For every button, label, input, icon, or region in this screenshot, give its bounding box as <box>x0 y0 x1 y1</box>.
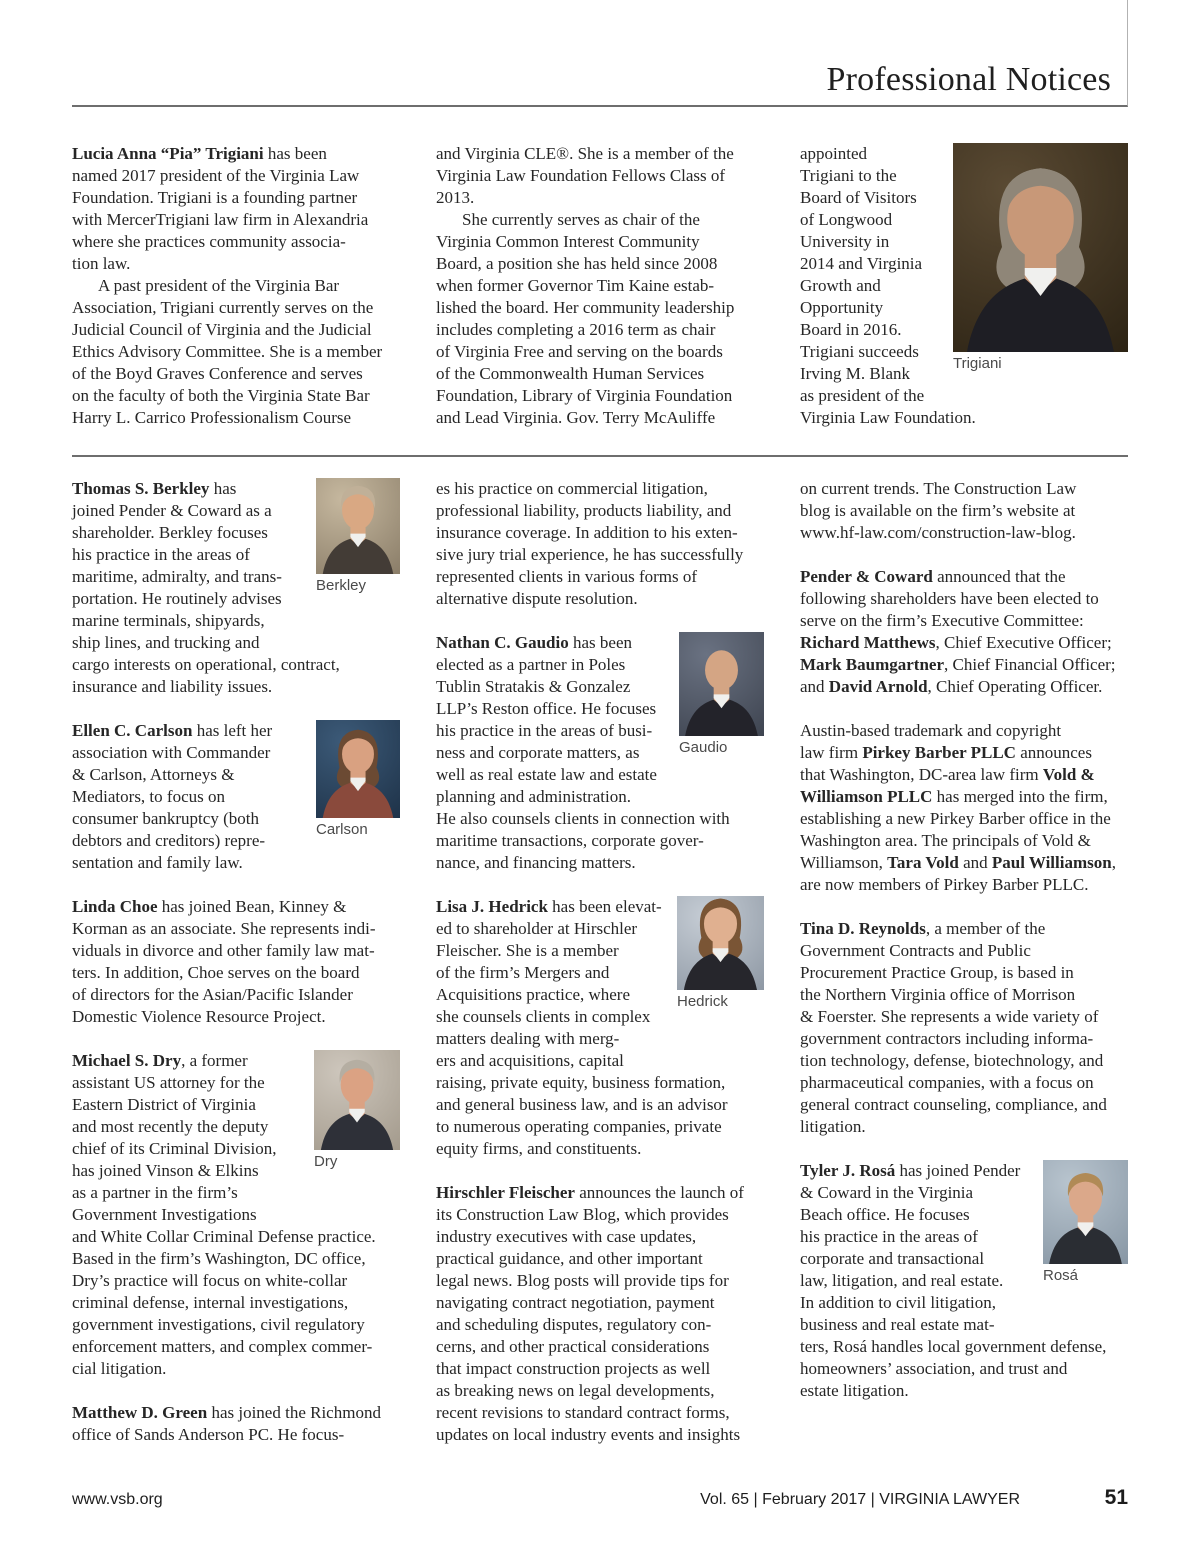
text-line: corporate and transactional <box>800 1249 985 1268</box>
text-line: recent revisions to standard contract forms, <box>436 1403 730 1422</box>
text-line: Tina D. Reynolds, a member of the <box>800 919 1046 938</box>
notice-paragraph <box>72 478 400 698</box>
text-line: litigation. <box>800 1117 866 1136</box>
text-line: portation. He routinely advises <box>72 589 282 608</box>
text-line: its Construction Law Blog, which provides <box>436 1205 729 1224</box>
notice-paragraph <box>800 478 1128 544</box>
text-line: practical guidance, and other important <box>436 1249 703 1268</box>
page-footer <box>72 1486 1128 1510</box>
text-line: represented clients in various forms of <box>436 567 698 586</box>
text-line: tion law. <box>72 254 131 273</box>
text-line: marine terminals, shipyards, <box>72 611 265 630</box>
text-line: debtors and creditors) repre- <box>72 831 266 850</box>
text-line: Lisa J. Hedrick has been elevat- <box>436 897 662 916</box>
text-line: the Northern Virginia office of Morrison <box>800 985 1076 1004</box>
text-line: has joined Vinson & Elkins <box>72 1161 259 1180</box>
text-line: of directors for the Asian/Pacific Islander <box>72 985 353 1004</box>
text-line: Linda Choe has joined Bean, Kinney & <box>72 897 347 916</box>
top-column-2 <box>436 143 764 429</box>
text-line: where she practices community associa- <box>72 232 346 251</box>
text-line: equity firms, and constituents. <box>436 1139 642 1158</box>
text-line: Procurement Practice Group, is based in <box>800 963 1074 982</box>
notice-paragraph <box>436 478 764 610</box>
footer-page-number: 51 <box>1104 1486 1128 1509</box>
text-line: ship lines, and trucking and <box>72 633 260 652</box>
text-line: Judicial Council of Virginia and the Judicial <box>72 320 372 339</box>
text-line: criminal defense, internal investigations, <box>72 1293 349 1312</box>
text-line: as a partner in the firm’s <box>72 1183 238 1202</box>
notice-paragraph <box>436 632 764 874</box>
text-line: Hirschler Fleischer announces the launch of <box>436 1183 744 1202</box>
notice-paragraph <box>72 1402 400 1446</box>
text-line: planning and administration. <box>436 787 631 806</box>
text-line: Mediators, to focus on <box>72 787 225 806</box>
text-line: serve on the firm’s Executive Committee: <box>800 611 1084 630</box>
text-line: viduals in divorce and other family law mat- <box>72 941 375 960</box>
text-line: Beach office. He focuses <box>800 1205 970 1224</box>
text-line: Domestic Violence Resource Project. <box>72 1007 326 1026</box>
text-line: tion technology, defense, biotechnology, and <box>800 1051 1104 1070</box>
dry-photo <box>314 1050 400 1150</box>
text-line: pharmaceutical companies, with a focus on <box>800 1073 1094 1092</box>
text-line: office of Sands Anderson PC. He focus- <box>72 1425 345 1444</box>
text-line: Irving M. Blank <box>800 364 911 383</box>
text-line: She currently serves as chair of the <box>462 210 700 229</box>
text-line: homeowners’ association, and trust and <box>800 1359 1068 1378</box>
text-line: that impact construction projects as well <box>436 1359 711 1378</box>
portrait-berkley <box>316 478 400 595</box>
notice-paragraph <box>72 143 400 429</box>
portrait-trigiani <box>953 143 1128 373</box>
text-line: Nathan C. Gaudio has been <box>436 633 632 652</box>
text-line: lished the board. Her community leadership <box>436 298 735 317</box>
text-line: law firm Pirkey Barber PLLC announces <box>800 743 1092 762</box>
text-line: government investigations, civil regulatory <box>72 1315 365 1334</box>
text-line: Government Investigations <box>72 1205 257 1224</box>
text-line: association with Commander <box>72 743 271 762</box>
notice-paragraph <box>800 720 1128 896</box>
text-line: as president of the <box>800 386 925 405</box>
text-line: alternative dispute resolution. <box>436 589 638 608</box>
text-line: of the Commonwealth Human Services <box>436 364 705 383</box>
main-column-2 <box>436 478 764 1446</box>
text-line: www.hf-law.com/construction-law-blog. <box>800 523 1076 542</box>
text-line: his practice in the areas of <box>800 1227 978 1246</box>
text-line: and general business law, and is an advisor <box>436 1095 728 1114</box>
text-line: Tublin Stratakis & Gonzalez <box>436 677 631 696</box>
text-line: of Longwood <box>800 210 893 229</box>
text-line: and Lead Virginia. Gov. Terry McAuliffe <box>436 408 716 427</box>
text-line: joined Pender & Coward as a <box>72 501 272 520</box>
footer-issue-info: Vol. 65 | February 2017 | VIRGINIA LAWYER <box>700 1491 1020 1508</box>
text-line: 2014 and Virginia <box>800 254 923 273</box>
text-line: establishing a new Pirkey Barber office in the <box>800 809 1111 828</box>
text-line: sentation and family law. <box>72 853 243 872</box>
text-line: In addition to civil litigation, <box>800 1293 996 1312</box>
text-line: sive jury trial experience, he has successfully <box>436 545 744 564</box>
notice-paragraph <box>800 1160 1128 1402</box>
text-line: Trigiani to the <box>800 166 897 185</box>
text-line: elected as a partner in Poles <box>436 655 626 674</box>
notice-paragraph <box>800 566 1128 698</box>
text-line: Lucia Anna “Pia” Trigiani has been <box>72 144 327 163</box>
text-line: to numerous operating companies, private <box>436 1117 722 1136</box>
text-line: when former Governor Tim Kaine estab- <box>436 276 715 295</box>
notice-paragraph <box>72 896 400 1028</box>
text-line: Tyler J. Rosá has joined Pender <box>800 1161 1021 1180</box>
text-line: LLP’s Reston office. He focuses <box>436 699 657 718</box>
text-line: Board, a position she has held since 2008 <box>436 254 718 273</box>
text-line: with MercerTrigiani law firm in Alexandria <box>72 210 369 229</box>
text-line: and scheduling disputes, regulatory con- <box>436 1315 712 1334</box>
text-line: insurance and liability issues. <box>72 677 273 696</box>
notice-paragraph <box>436 896 764 1160</box>
page-title: Professional Notices <box>826 61 1111 98</box>
notice-paragraph <box>72 720 400 874</box>
text-line: of Virginia Free and serving on the boards <box>436 342 723 361</box>
text-line: professional liability, products liability, and <box>436 501 732 520</box>
top-column-3 <box>800 143 1128 429</box>
page-header <box>72 0 1128 107</box>
text-line: & Coward in the Virginia <box>800 1183 974 1202</box>
text-line: cial litigation. <box>72 1359 167 1378</box>
text-line: Fleischer. She is a member <box>436 941 619 960</box>
text-line: and Virginia CLE®. She is a member of the <box>436 144 734 163</box>
text-line: of the Boyd Graves Conference and serves <box>72 364 363 383</box>
text-line: raising, private equity, business formation, <box>436 1073 726 1092</box>
photo-caption: Hedrick <box>677 993 728 1010</box>
text-line: Washington area. The principals of Vold & <box>800 831 1091 850</box>
text-line: Growth and <box>800 276 881 295</box>
text-line: estate litigation. <box>800 1381 909 1400</box>
trigiani-photo <box>953 143 1128 352</box>
text-line: ters. In addition, Choe serves on the board <box>72 963 360 982</box>
text-line: Foundation. Trigiani is a founding partner <box>72 188 358 207</box>
section-divider-rule <box>72 455 1128 457</box>
text-line: Based in the firm’s Washington, DC office, <box>72 1249 366 1268</box>
text-line: Mark Baumgartner, Chief Financial Officer; <box>800 655 1116 674</box>
text-line: named 2017 president of the Virginia Law <box>72 166 360 185</box>
carlson-photo <box>316 720 400 818</box>
text-line: and David Arnold, Chief Operating Officer. <box>800 677 1103 696</box>
text-line: and most recently the deputy <box>72 1117 269 1136</box>
text-line: A past president of the Virginia Bar <box>98 276 340 295</box>
text-line: legal news. Blog posts will provide tips for <box>436 1271 729 1290</box>
text-line: she counsels clients in complex <box>436 1007 651 1026</box>
top-section <box>72 143 1128 429</box>
text-line: on current trends. The Construction Law <box>800 479 1077 498</box>
text-line: nance, and financing matters. <box>436 853 636 872</box>
hedrick-photo <box>677 896 764 990</box>
notice-paragraph <box>800 143 1128 429</box>
text-line: law, litigation, and real estate. <box>800 1271 1004 1290</box>
notice-paragraph <box>800 918 1128 1138</box>
text-line: 2013. <box>436 188 475 207</box>
text-line: Dry’s practice will focus on white-collar <box>72 1271 348 1290</box>
text-line: appointed <box>800 144 868 163</box>
text-line: government contractors including informa- <box>800 1029 1094 1048</box>
text-line: & Foerster. She represents a wide variety of <box>800 1007 1099 1026</box>
gaudio-photo <box>679 632 764 736</box>
text-line: business and real estate mat- <box>800 1315 995 1334</box>
text-line: matters dealing with merg- <box>436 1029 620 1048</box>
text-line: Foundation, Library of Virginia Foundation <box>436 386 733 405</box>
text-line: Eastern District of Virginia <box>72 1095 256 1114</box>
notice-paragraph <box>436 1182 764 1446</box>
text-line: ness and corporate matters, as <box>436 743 640 762</box>
text-line: Pender & Coward announced that the <box>800 567 1066 586</box>
text-line: Austin-based trademark and copyright <box>800 721 1062 740</box>
text-line: updates on local industry events and insights <box>436 1425 741 1444</box>
text-line: Virginia Law Foundation. <box>800 408 976 427</box>
text-line: that Washington, DC-area law firm Vold & <box>800 765 1095 784</box>
text-line: ers and acquisitions, capital <box>436 1051 624 1070</box>
portrait-carlson <box>316 720 400 839</box>
portrait-hedrick <box>677 896 764 1011</box>
portrait-rosa <box>1043 1160 1128 1285</box>
main-column-1 <box>72 478 400 1446</box>
text-line: cerns, and other practical considerations <box>436 1337 710 1356</box>
text-line: as breaking news on legal developments, <box>436 1381 715 1400</box>
berkley-photo <box>316 478 400 574</box>
text-line: navigating contract negotiation, payment <box>436 1293 715 1312</box>
text-line: Korman as an associate. She represents indi- <box>72 919 376 938</box>
photo-caption: Dry <box>314 1153 338 1170</box>
top-column-1 <box>72 143 400 429</box>
main-section <box>72 478 1128 1446</box>
photo-caption: Trigiani <box>953 355 1002 372</box>
text-line: Association, Trigiani currently serves on the <box>72 298 374 317</box>
text-line: shareholder. Berkley focuses <box>72 523 268 542</box>
text-line: es his practice on commercial litigation, <box>436 479 708 498</box>
text-line: industry executives with case updates, <box>436 1227 697 1246</box>
text-line: well as real estate law and estate <box>436 765 657 784</box>
text-line: Williamson, Tara Vold and Paul Williamson, <box>800 853 1116 872</box>
text-line: Ellen C. Carlson has left her <box>72 721 273 740</box>
text-line: includes completing a 2016 term as chair <box>436 320 716 339</box>
text-line: He also counsels clients in connection with <box>436 809 730 828</box>
text-line: his practice in the areas of <box>72 545 250 564</box>
text-line: maritime transactions, corporate gover- <box>436 831 704 850</box>
text-line: insurance coverage. In addition to his exten- <box>436 523 738 542</box>
text-line: & Carlson, Attorneys & <box>72 765 235 784</box>
text-line: chief of its Criminal Division, <box>72 1139 277 1158</box>
text-line: general contract counseling, compliance, and <box>800 1095 1107 1114</box>
text-line: ed to shareholder at Hirschler <box>436 919 638 938</box>
text-line: following shareholders have been elected to <box>800 589 1099 608</box>
text-line: consumer bankruptcy (both <box>72 809 259 828</box>
text-line: his practice in the areas of busi- <box>436 721 653 740</box>
text-line: Richard Matthews, Chief Executive Officer; <box>800 633 1112 652</box>
text-line: enforcement matters, and complex commer- <box>72 1337 373 1356</box>
portrait-gaudio <box>679 632 764 757</box>
rosa-photo <box>1043 1160 1128 1264</box>
text-line: Board of Visitors <box>800 188 917 207</box>
text-line: Board in 2016. <box>800 320 902 339</box>
text-line: assistant US attorney for the <box>72 1073 265 1092</box>
text-line: Harry L. Carrico Professionalism Course <box>72 408 352 427</box>
text-line: of the firm’s Mergers and <box>436 963 610 982</box>
text-line: maritime, admiralty, and trans- <box>72 567 282 586</box>
photo-caption: Berkley <box>316 577 367 594</box>
notice-paragraph <box>436 143 764 429</box>
text-line: Trigiani succeeds <box>800 342 919 361</box>
text-line: blog is available on the firm’s website at <box>800 501 1076 520</box>
photo-caption: Gaudio <box>679 739 728 756</box>
text-line: on the faculty of both the Virginia State Bar <box>72 386 370 405</box>
photo-caption: Carlson <box>316 821 368 838</box>
text-line: Virginia Common Interest Community <box>436 232 700 251</box>
text-line: are now members of Pirkey Barber PLLC. <box>800 875 1089 894</box>
text-line: Government Contracts and Public <box>800 941 1031 960</box>
text-line: Acquisitions practice, where <box>436 985 631 1004</box>
text-line: Williamson PLLC has merged into the firm, <box>800 787 1108 806</box>
text-line: Virginia Law Foundation Fellows Class of <box>436 166 726 185</box>
portrait-dry <box>314 1050 400 1171</box>
text-line: Michael S. Dry, a former <box>72 1051 248 1070</box>
notice-paragraph <box>72 1050 400 1380</box>
text-line: Thomas S. Berkley has <box>72 479 237 498</box>
footer-website: www.vsb.org <box>72 1491 163 1508</box>
text-line: Matthew D. Green has joined the Richmond <box>72 1403 381 1422</box>
text-line: and White Collar Criminal Defense practice. <box>72 1227 376 1246</box>
text-line: Ethics Advisory Committee. She is a member <box>72 342 383 361</box>
text-line: University in <box>800 232 890 251</box>
text-line: cargo interests on operational, contract, <box>72 655 340 674</box>
text-line: ters, Rosá handles local government defense, <box>800 1337 1107 1356</box>
photo-caption: Rosá <box>1043 1267 1079 1284</box>
text-line: Opportunity <box>800 298 884 317</box>
main-column-3 <box>800 478 1128 1446</box>
